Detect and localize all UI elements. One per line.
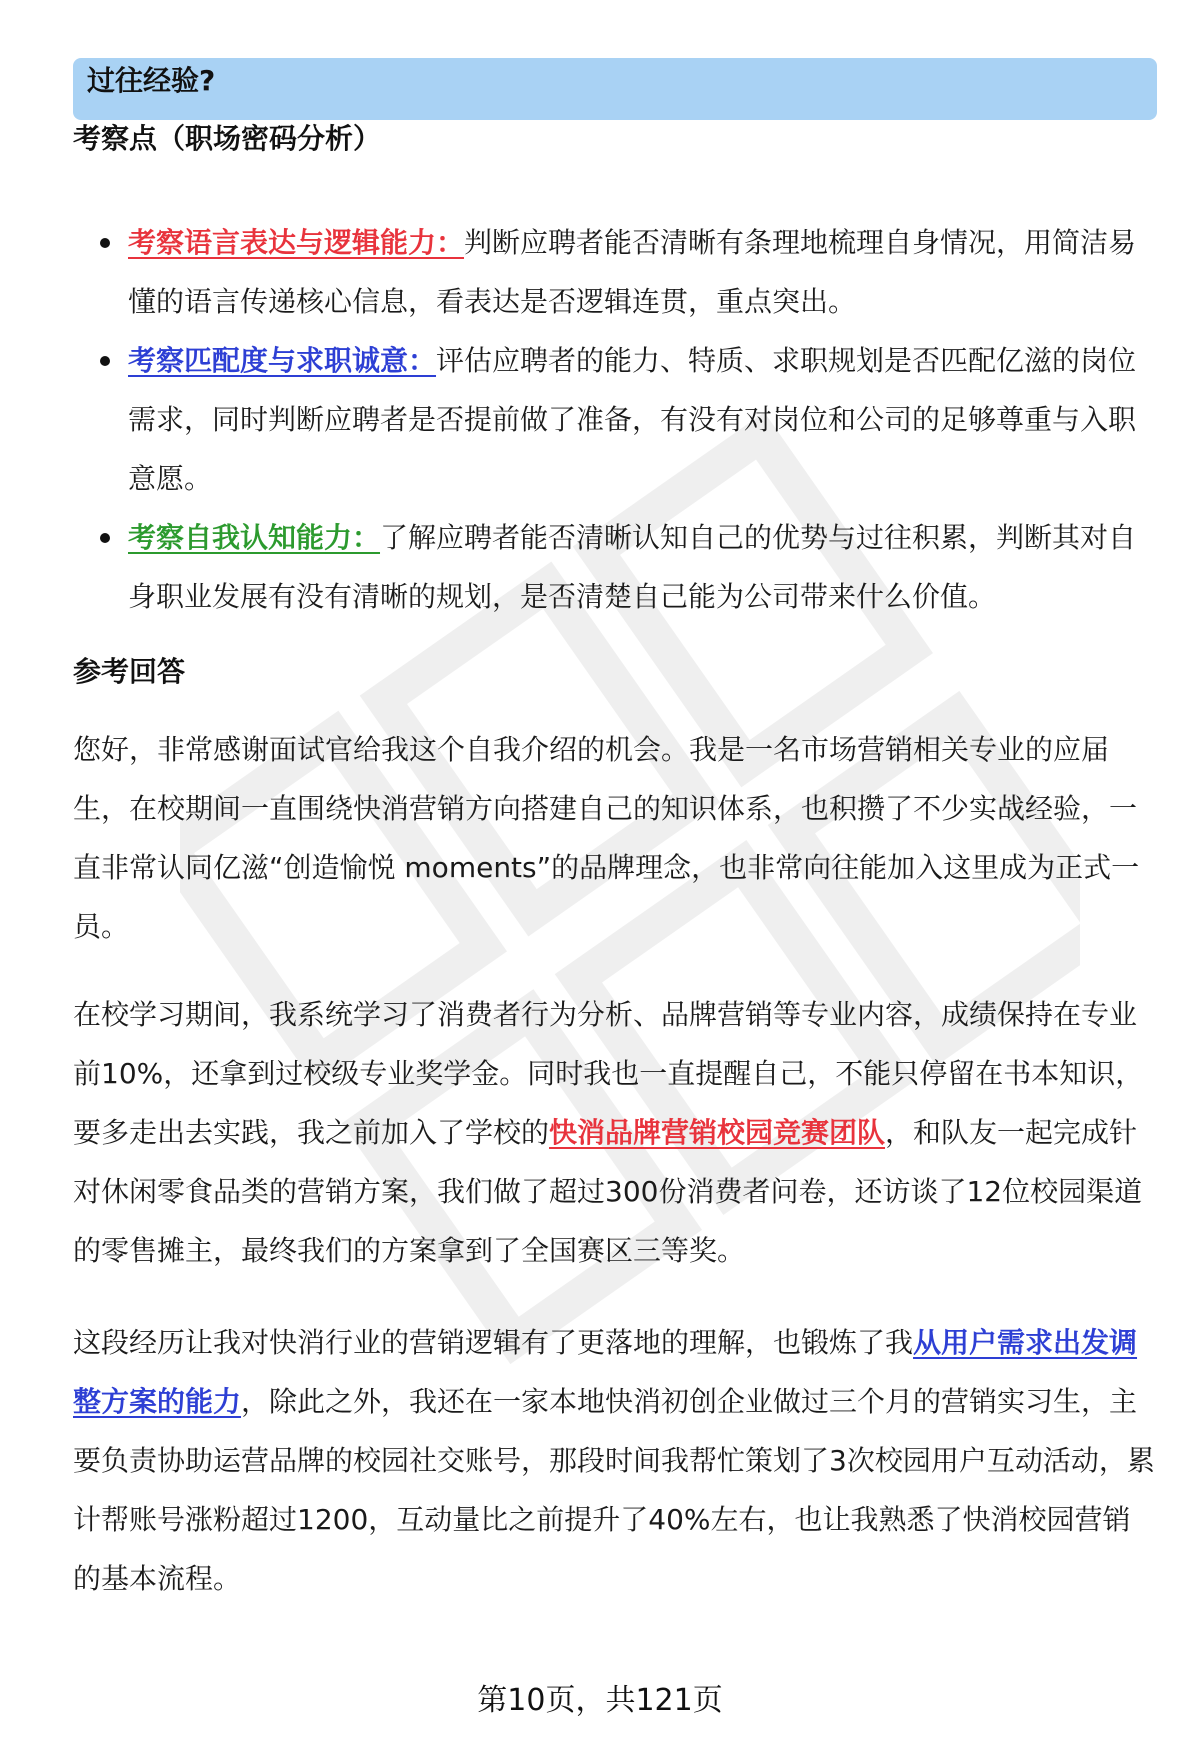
bullet-label: 考察语言表达与逻辑能力：	[128, 226, 465, 259]
bullet-label: 考察自我认知能力：	[128, 521, 381, 554]
highlight-ability: 从用户需求出发调整方案的能力	[73, 1326, 1138, 1418]
answer-heading: 参考回答	[73, 655, 186, 688]
bullet-dot-icon	[100, 356, 110, 366]
bullet-item	[73, 331, 1153, 508]
bullet-dot-icon	[100, 533, 110, 543]
bullet-dot-icon	[100, 238, 110, 248]
bullet-text: 了解应聘者能否清晰认知自己的优势与过往积累，判断其对自身职业发展有没有清晰的规划，是否清楚自己能为公司带来什么价值。	[128, 521, 1137, 613]
bullet-text: 判断应聘者能否清晰有条理地梳理自身情况，用简洁易懂的语言传递核心信息，看表达是否逻辑连贯，重点突出。	[128, 226, 1137, 318]
analysis-heading: 考察点（职场密码分析）	[73, 122, 382, 155]
page-number: 第10页，共121页	[477, 1683, 723, 1718]
answer-paragraph-2: 在校学习期间，我系统学习了消费者行为分析、品牌营销等专业内容，成绩保持在专业前10%，还拿到过校级专业奖学金。同时我也一直提醒自己，不能只停留在书本知识，要多走出去实践，我之前加入了学校的快消品牌营销校园竞赛团队，和队友一起完成针对休闲零食品类的营销方案，我们做了超过300份消费者问卷，还访谈了12位校园渠道的零售摊主，最终我们的方案拿到了全国赛区三等奖。	[73, 998, 1144, 1267]
answer-paragraph-1: 您好，非常感谢面试官给我这个自我介绍的机会。我是一名市场营销相关专业的应届生，在校期间一直围绕快消营销方向搭建自己的知识体系，也积攒了不少实战经验，一直非常认同亿滋“创造愉悦 moments”的品牌理念，也非常向往能加入这里成为正式一员。	[73, 733, 1140, 943]
highlight-team: 快消品牌营销校园竞赛团队	[549, 1116, 886, 1149]
question-title: 过往经验?	[87, 64, 216, 97]
bullet-label: 考察匹配度与求职诚意：	[128, 344, 437, 377]
answer-paragraph-3: 这段经历让我对快消行业的营销逻辑有了更落地的理解，也锻炼了我从用户需求出发调整方案的能力，除此之外，我还在一家本地快消初创企业做过三个月的营销实习生，主要负责协助运营品牌的校园社交账号，那段时间我帮忙策划了3次校园用户互动活动，累计帮账号涨粉超过1200，互动量比之前提升了40%左右，也让我熟悉了快消校园营销的基本流程。	[73, 1326, 1155, 1595]
bullet-item	[73, 213, 1153, 331]
analysis-list	[73, 213, 1153, 626]
bullet-text: 评估应聘者的能力、特质、求职规划是否匹配亿滋的岗位需求，同时判断应聘者是否提前做了准备，有没有对岗位和公司的足够尊重与入职意愿。	[128, 344, 1137, 495]
bullet-item	[73, 508, 1153, 626]
question-banner	[73, 58, 1157, 120]
